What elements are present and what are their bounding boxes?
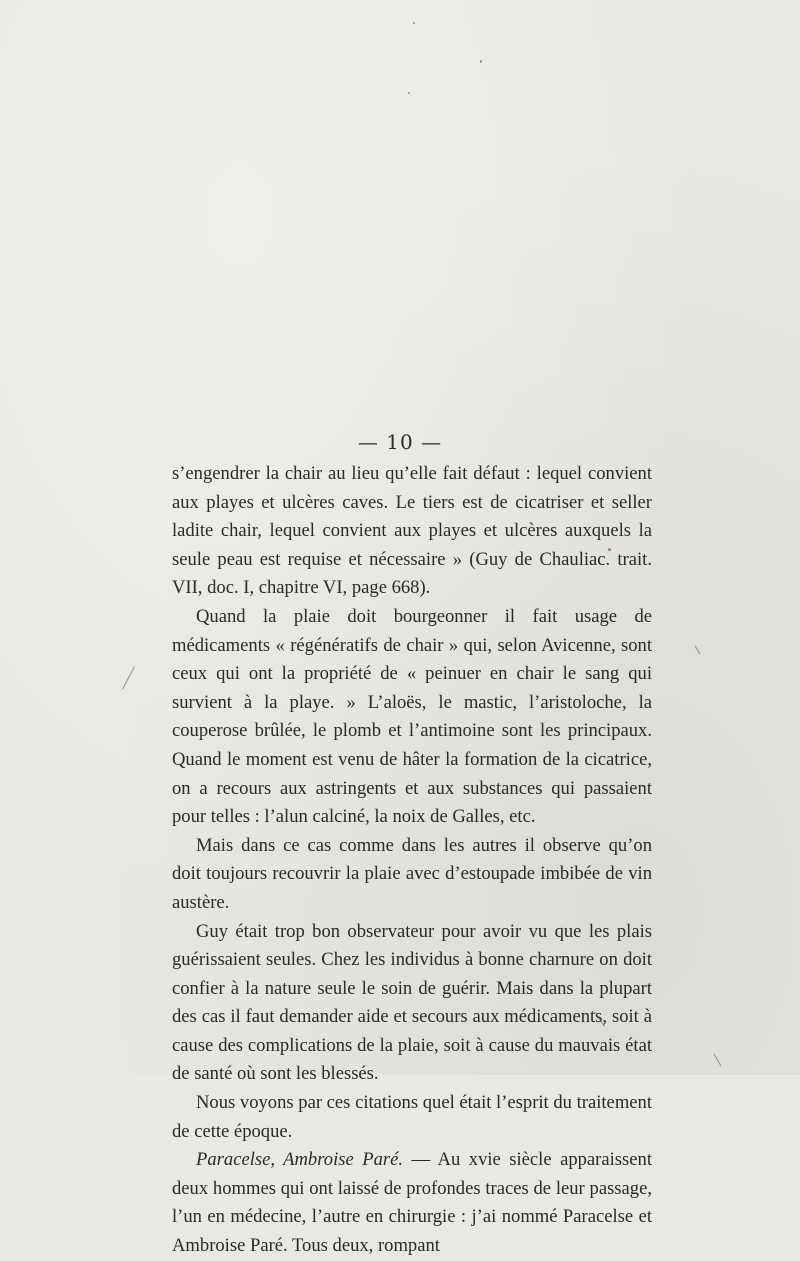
- ink-speck: [695, 645, 701, 654]
- paragraph-text: — Au xvie siècle apparaissent deux hommes qui ont laissé de profondes traces de leur passage, l’un en médecine, l’autre en chirurgie : j’ai nommé Paracelse et Ambroise Paré. Tous deux, rompant: [172, 1149, 652, 1257]
- paragraph: Mais dans ce cas comme dans les autres il observe qu’on doit toujours recouvrir la plaie avec d’estoupade imbibée de vin austère.: [172, 834, 652, 913]
- ink-speck: [122, 666, 135, 689]
- ink-speck: [408, 92, 410, 94]
- paragraph: Quand la plaie doit bourgeonner il fait usage de médicaments « régénératifs de chair » qui, selon Avicenne, sont ceux qui ont la propriété de « peinuer en chair le sang qui survient à la playe. » L’aloës, le mastic, l’aristoloche, la couperose brûlée, le plomb et l’antimoine sont les principaux. Quand le moment est venu de hâter la formation de la cicatrice, on a recours aux astringents et aux substances qui passaient pour telles : l’alun calciné, la noix de Galles, etc.: [172, 605, 652, 828]
- ink-speck: [480, 60, 482, 63]
- page-number: — 10 —: [357, 430, 443, 454]
- paragraph: Guy était trop bon observateur pour avoir vu que les plais guérissaient seules. Chez les individus à bonne charnure on doit confier à la nature seule le soin de guérir. Mais dans la plupart des cas il faut demander aide et secours aux médicaments, soit à cause des complications de la plaie, soit à cause du mauvais état de santé où sont les blessés.: [172, 920, 652, 1085]
- paragraph: s’engendrer la chair au lieu qu’elle fait défaut : lequel convient aux playes et ulcères caves. Le tiers est de cicatriser et seller ladite chair, lequel convient aux playes et ulcères auxquels la seule peau est requise et nécessaire » (Guy de Chauliac. trait. VII, doc. I, chapitre VI, page 668).: [172, 463, 652, 599]
- paragraph: Nous voyons par ces citations quel était l’esprit du traitement de cette époque.: [172, 1092, 652, 1142]
- section-lead: Paracelse, Ambroise Paré.: [196, 1149, 404, 1171]
- ink-speck: [413, 22, 415, 24]
- ink-speck: [714, 1054, 722, 1067]
- body-text: [172, 460, 652, 1261]
- paragraph: [172, 1146, 652, 1260]
